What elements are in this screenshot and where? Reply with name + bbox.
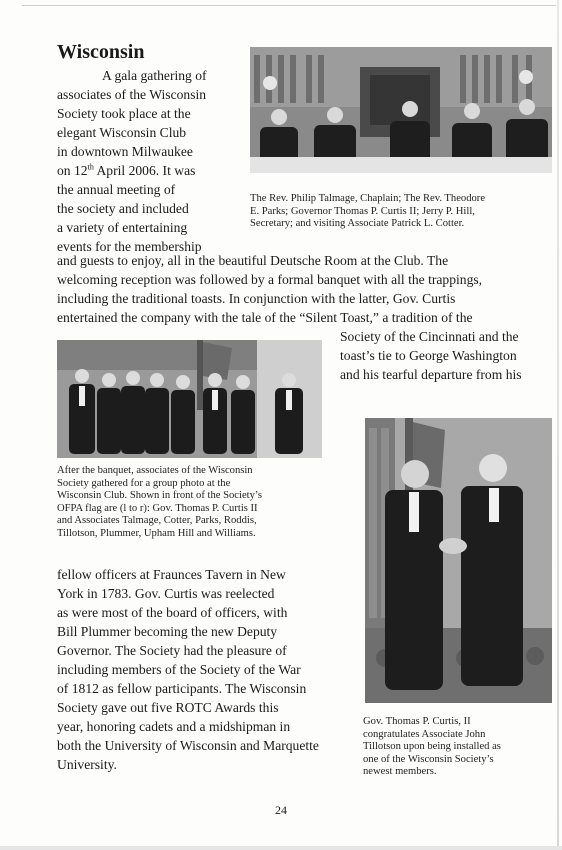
page-number: 24 [275, 803, 287, 817]
text-line: the annual meeting of [57, 182, 176, 197]
text-line: including members of the Society of the War [57, 662, 301, 677]
text-line: University. [57, 757, 117, 772]
text-line: year, honoring cadets and a midshipman in [57, 719, 291, 734]
text-line: and his tearful departure from his [340, 367, 522, 382]
article-title: Wisconsin [57, 41, 145, 63]
text-line: a variety of entertaining [57, 220, 188, 235]
text-line: as were most of the board of officers, with [57, 605, 288, 620]
text-line: the society and included [57, 201, 189, 216]
caption-line: Gov. Thomas P. Curtis, II [363, 716, 471, 727]
caption-line: Wisconsin Club. Shown in front of the Society’s [57, 490, 262, 502]
banquet-head-table-photo [250, 47, 552, 173]
text-line: York in 1783. Gov. Curtis was reelected [57, 586, 275, 601]
text-line: Society took place at the [57, 106, 191, 121]
text-line: in downtown Milwaukee [57, 144, 193, 159]
text-line: associates of the Wisconsin [57, 87, 207, 102]
text-line: entertained the company with the tale of the “Silent Toast,” a tradition of the [57, 310, 473, 325]
group-photo [57, 340, 322, 458]
page-edge [557, 0, 559, 850]
caption-line: The Rev. Philip Talmage, Chaplain; The Rev. Theodore [250, 193, 486, 204]
caption-line: and Associates Talmage, Cotter, Parks, Roddis, [57, 515, 257, 527]
text-line: toast’s tie to George Washington [340, 348, 517, 363]
text-line: Society of the Cincinnati and the [340, 329, 519, 344]
text-line: welcoming reception was followed by a formal banquet with all the trappings, [57, 272, 483, 287]
intro-column [57, 66, 239, 256]
text-line: including the traditional toasts. In conjunction with the latter, Gov. Curtis [57, 291, 456, 306]
text-line: Society gave out five ROTC Awards this [57, 700, 279, 715]
article-paragraph-continued [57, 251, 547, 327]
text-line: of 1812 as fellow participants. The Wisconsin [57, 681, 307, 696]
text-line: and guests to enjoy, all in the beautiful Deutsche Room at the Club. The [57, 253, 449, 268]
caption-line: E. Parks; Governor Thomas P. Curtis II; Jerry P. Hill, [250, 205, 475, 217]
photo3-caption [363, 716, 553, 779]
caption-line: Tillotson upon being installed as [363, 741, 501, 753]
caption-line: Tillotson, Plummer, Upham Hill and Williams. [57, 527, 256, 539]
caption-line: After the banquet, associates of the Wisconsin [57, 465, 253, 476]
caption-line: Society gathered for a group photo at the [57, 477, 231, 489]
page-bottom-edge [0, 846, 562, 850]
text-line: fellow officers at Fraunces Tavern in New [57, 567, 286, 582]
photo2-caption [57, 465, 322, 541]
text-line: Bill Plummer becoming the new Deputy [57, 624, 278, 639]
caption-line: OFPA flag are (l to r): Gov. Thomas P. Curtis II [57, 502, 258, 514]
caption-line: congratulates Associate John [363, 728, 486, 740]
caption-line: Secretary; and visiting Associate Patrick L. Cotter. [250, 218, 465, 230]
text-line: Governor. The Society had the pleasure of [57, 643, 287, 658]
caption-line: one of the Wisconsin Society’s [363, 753, 494, 765]
article-paragraph-right [340, 327, 550, 384]
top-rule [22, 5, 556, 6]
text-line: A gala gathering of [102, 68, 207, 83]
text-line: elegant Wisconsin Club [57, 125, 187, 140]
caption-line: newest members. [363, 766, 437, 778]
handshake-photo [365, 418, 552, 703]
text-line: both the University of Wisconsin and Marquette [57, 738, 319, 753]
article-paragraph-2 [57, 565, 357, 774]
photo1-caption [250, 193, 550, 231]
text-line: events for the membership [57, 239, 202, 254]
text-line: on 12th April 2006. It was [57, 162, 196, 178]
